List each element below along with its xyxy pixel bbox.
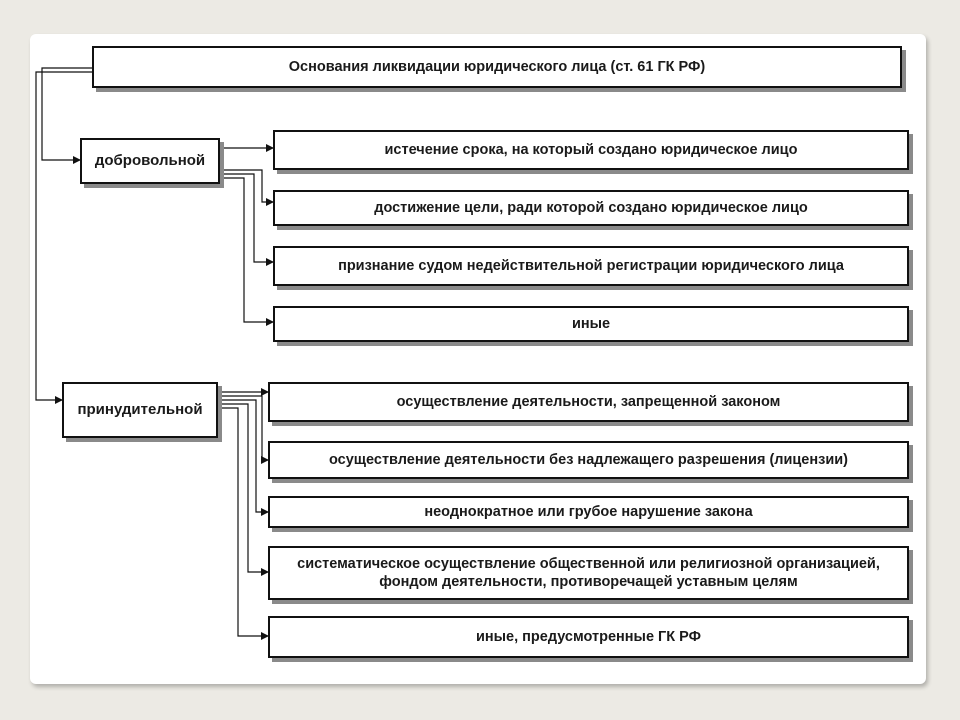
forced-item-box	[268, 616, 909, 658]
voluntary-item-text: достижение цели, ради которой создано юридическое лицо	[374, 199, 808, 216]
forced-item-text: неоднократное или грубое нарушение закона	[424, 503, 753, 520]
voluntary-item-box	[273, 306, 909, 342]
voluntary-item-box	[273, 130, 909, 170]
forced-item-box	[268, 496, 909, 528]
voluntary-item-text: признание судом недействительной регистрации юридического лица	[338, 257, 844, 274]
diagram-title: Основания ликвидации юридического лица (ст. 61 ГК РФ)	[288, 58, 706, 75]
voluntary-item-text: иные	[571, 315, 611, 332]
voluntary-category-box	[80, 138, 220, 184]
forced-item-text: осуществление деятельности, запрещенной законом	[396, 393, 781, 410]
forced-item-box	[268, 546, 909, 600]
voluntary-item-box	[273, 246, 909, 286]
voluntary-item-text: истечение срока, на который создано юридическое лицо	[384, 141, 798, 158]
forced-item-text: осуществление деятельности без надлежащего разрешения (лицензии)	[328, 451, 848, 468]
diagram-title-box	[92, 46, 902, 88]
forced-category-box	[62, 382, 218, 438]
voluntary-category-label: добровольной	[94, 151, 206, 169]
forced-item-text: систематическое осуществление общественной или религиозной организацией, фондом деятельности, противоречащей уставным целям	[297, 555, 880, 590]
forced-item-box	[268, 382, 909, 422]
forced-category-label: принудительной	[77, 400, 203, 418]
forced-item-box	[268, 441, 909, 479]
voluntary-item-box	[273, 190, 909, 226]
forced-item-text: иные, предусмотренные ГК РФ	[475, 628, 701, 645]
